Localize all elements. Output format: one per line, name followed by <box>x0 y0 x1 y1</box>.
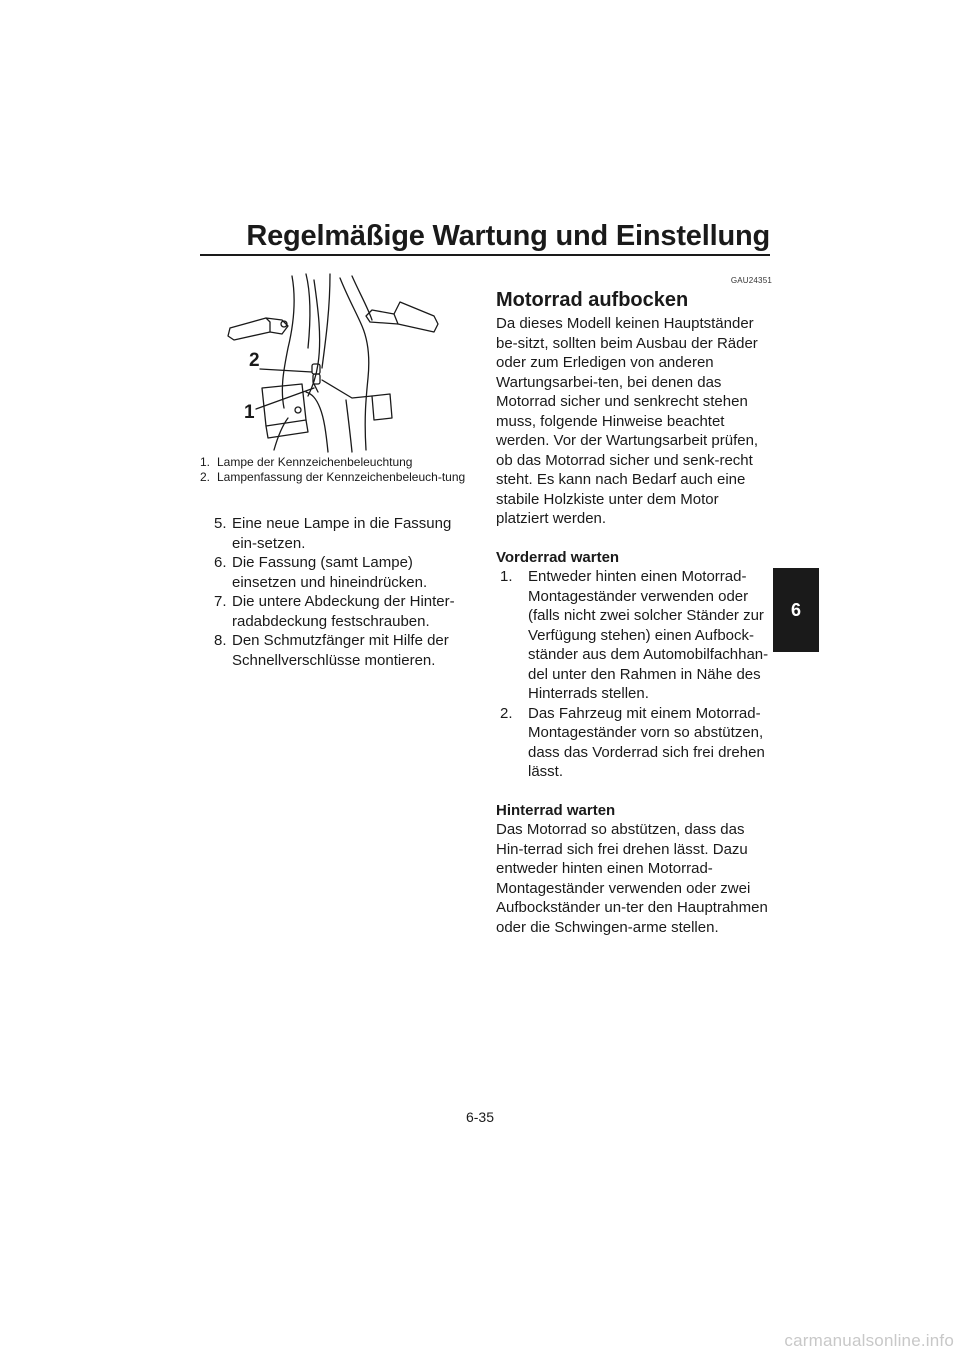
step-text: Eine neue Lampe in die Fassung ein-setzen. <box>232 515 452 552</box>
step-text: Die Fassung (samt Lampe) einsetzen und hineindrücken. <box>232 554 428 591</box>
callout-2: 2 <box>249 350 260 371</box>
list-item <box>214 514 468 553</box>
license-light-illustration <box>222 268 458 454</box>
section-intro: Da dieses Modell keinen Hauptständer be-sitzt, sollten beim Ausbau der Räder oder zum Erledigen von anderen Wartungsarbei-ten, bei denen das Motorrad sicher und senkrecht stehen muss, folgende Hinweise beachtet werden. Vor der Wartungsarbeit prüfen, ob das Motorrad sicher und senk-recht steht. Es kann nach Bedarf auch eine stabile Holzkiste unter dem Motor platziert werden. <box>496 315 759 527</box>
right-column <box>496 276 772 937</box>
caption-number: 2. <box>200 470 211 484</box>
front-wheel-heading: Vorderrad warten <box>496 548 620 566</box>
step-text: Den Schmutzfänger mit Hilfe der Schnellverschlüsse montieren. <box>232 632 449 669</box>
list-item <box>500 704 772 782</box>
page-number: 6-35 <box>465 1109 495 1125</box>
step-number: 1. <box>500 568 513 585</box>
step-number: 2. <box>500 704 513 722</box>
header-rule <box>200 254 770 256</box>
chapter-tab: 6 <box>773 568 819 652</box>
section-title: Motorrad aufbocken <box>496 289 689 311</box>
step-number: 7. <box>214 593 227 610</box>
caption-item <box>200 455 468 470</box>
step-number: 6. <box>214 554 227 571</box>
watermark: carmanualsonline.info <box>784 1331 954 1350</box>
step-text: Die untere Abdeckung der Hinter-radabdeckung festschrauben. <box>232 593 455 630</box>
caption-text: Lampe der Kennzeichenbeleuchtung <box>217 455 413 469</box>
step-text: Das Fahrzeug mit einem Motorrad-Montageständer vorn so abstützen, dass das Vorderrad sich frei drehen lässt. <box>528 704 765 780</box>
caption-number: 1. <box>200 455 211 469</box>
step-text: Entweder hinten einen Motorrad-Montageständer verwenden oder (falls nicht zwei solcher Ständer zur Verfügung stehen) einen Aufbock-ständer aus dem Automobilfachhan-del unter den Rahmen in Nähe des Hinterrads stellen. <box>528 568 769 702</box>
page-title: Regelmäßige Wartung und Einstellung <box>246 220 770 252</box>
front-steps-list <box>496 567 772 782</box>
step-number: 8. <box>214 632 227 649</box>
caption-text: Lampenfassung der Kennzeichenbeleuch-tung <box>217 470 466 484</box>
rear-wheel-text: Das Motorrad so abstützen, dass das Hin-terrad sich frei drehen lässt. Dazu entweder hinten einen Motorrad-Montageständer verwenden oder zwei Aufbockständer un-ter den Hauptrahmen oder die Schwingen-arme stellen. <box>496 821 768 936</box>
section-code: GAU24351 <box>730 276 772 285</box>
figure-captions <box>200 455 468 485</box>
callout-1: 1 <box>244 402 255 423</box>
list-item <box>214 592 468 631</box>
rear-wheel-heading: Hinterrad warten <box>496 801 616 819</box>
step-number: 5. <box>214 515 227 532</box>
list-item <box>214 553 468 592</box>
left-steps-list <box>214 514 468 670</box>
caption-item <box>200 470 468 485</box>
list-item <box>500 567 772 704</box>
list-item <box>214 631 468 670</box>
